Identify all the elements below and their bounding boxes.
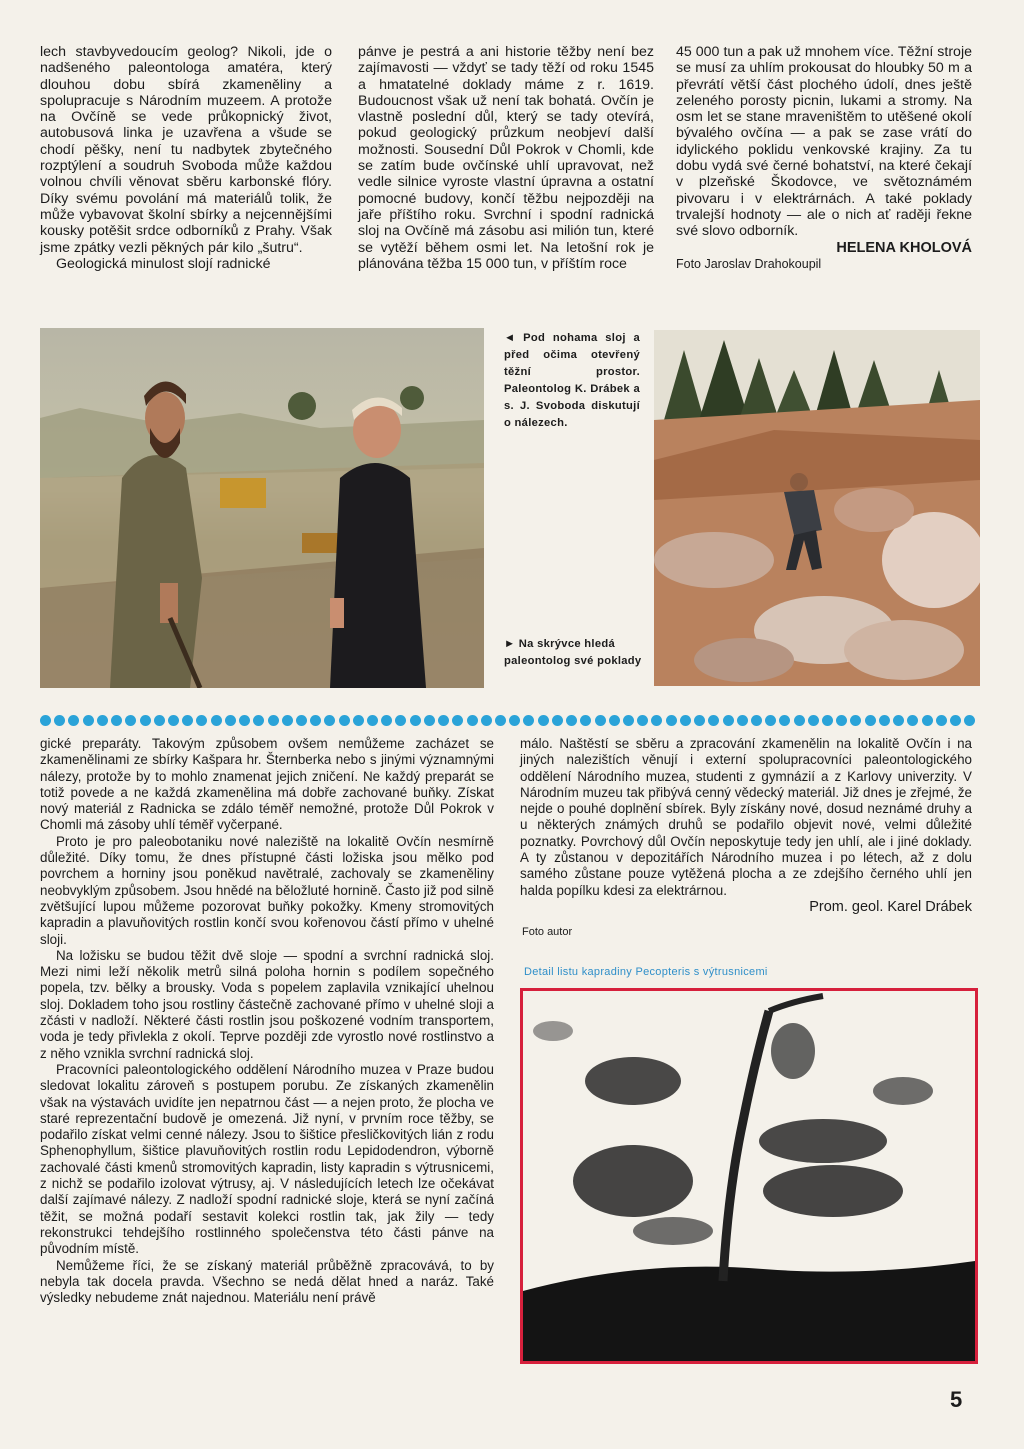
article-signature: HELENA KHOLOVÁ [836,239,972,256]
separator-dot [651,715,662,726]
separator-dot [794,715,805,726]
separator-dot [353,715,364,726]
photo-excavation-image [654,330,980,686]
separator-dot [268,715,279,726]
separator-dot [779,715,790,726]
separator-dot [950,715,961,726]
separator-dot [666,715,677,726]
separator-dot [239,715,250,726]
right-photo-caption: ► Na skrývce hledá paleontolog své poklady [504,638,642,667]
fern-fossil-drawing [523,991,975,1361]
separator-dot [452,715,463,726]
separator-dot [595,715,606,726]
bottom-column-2 [520,736,972,915]
photo-paleontologists-image [40,328,484,688]
paragraph: Proto je pro paleobotaniku nové naleziště na lokalitě Ovčín nesmírně důležité. Díky tomu, že dnes přístupné části ložiska jsou mělko pod povrchem a horniny jsou poněkud navětralé, zachovaly se zkameněliny neobvyklým způsobem. Jsou hnědé na běložluté hornině. Často již pod silně zvětšující lupou můžeme pozorovat buňky pokožky. Kmeny stromovitých kapradin a plavuňovitých rostlin končí svou kořenovou částí přímo v uhelné sloji. [40,833,494,947]
paragraph: málo. Naštěstí se sběru a zpracování zkamenělin na lokalitě Ovčín i na jiných nalezištích věnují i externí spolupracovníci paleontologického oddělení Národního muzea, studenti z gymnázií a z Karlovy univerzity. V Národním muzeu tak přibývá cenný vědecký materiál. Již dnes je zřejmé, že nejde o pouhé doplnění sbírek. Byly získány nové, dosud neznámé druhy a u některých známých druhů se podařilo objevit nové, velmi důležité poznatky. Povrchový důl Ovčín neposkytuje tedy jen uhlí, ale i jiné doklady. A ty zůstanou v depozitářích Národního muzea i po létech, až z dolu samého zůstane pouze vytěžená plocha a ze zdejšího černého uhlí jen halda popílku kdesi za elektrárnou. [520,736,972,898]
separator-dot [907,715,918,726]
photo-credit: Foto Jaroslav Drahokoupil [676,256,822,271]
separator-dot [481,715,492,726]
separator-dot [154,715,165,726]
separator-dot [708,715,719,726]
dotted-separator [40,712,976,728]
separator-dot [637,715,648,726]
separator-dot [395,715,406,726]
separator-dot [140,715,151,726]
separator-dot [723,715,734,726]
separator-dot [623,715,634,726]
separator-dot [324,715,335,726]
page-number: 5 [950,1387,963,1412]
top-column-3 [676,44,972,272]
paragraph: gické preparáty. Takovým způsobem ovšem nemůžeme zacházet se zkamenělinami ze sbírky Kašpara hr. Šternberka nebo s jinými významnými nálezy, protože by to mohlo znamenat jejich zničení. Ne každý preparát se totiž povede a ne každá zkamenělina má dobře zachované buňky. Získat nový materiál z Radnicka se zdálo téměř nemožné, protože Důl Pokrok v Chomli má zásoby uhlí téměř vyčerpané. [40,736,494,833]
paragraph: Pracovníci paleontologického oddělení Národního muzea v Praze budou sledovat lokalitu zároveň s postupem porubu. Ze získaných zkamenělin však na výstavách uvidíte jen nepatrnou část — a nejen proto, že plocha ve staré reprezentační budově je omezená. Již nyní, v prvním roce těžby, se podařilo získat velmi cenné nálezy. Jsou to šištice přesličkovitých lián z rodu Sphenophyllum, šištice plavuňovitých rostlin rodu Lepidodendron, výborně zachovalé části kmenů stromovitých kapradin, listy kapradin s výtrusnicemi, z nichž se podařilo izolovat výtrusy, aj. V následujících letech lze očekávat další zajímavé nálezy. Z nadloží spodní radnické sloje, která se nyní začíná těžit, se možná podaří sestavit kolekci rostlin tak, jak žily — tedy rekonstrukci tehdejšího rostlinného společenstva této části pánve na původním místě. [40,1061,494,1257]
separator-dot [54,715,65,726]
separator-dot [182,715,193,726]
separator-dot [168,715,179,726]
separator-dot [922,715,933,726]
separator-dot [836,715,847,726]
separator-dot [850,715,861,726]
separator-dot [538,715,549,726]
separator-dot [523,715,534,726]
separator-dot [424,715,435,726]
separator-dot [680,715,691,726]
separator-dot [467,715,478,726]
separator-dot [410,715,421,726]
separator-dot [381,715,392,726]
paragraph: lech stavbyvedoucím geolog? Nikoli, jde o nadšeného paleontologa amatéra, který dlouhou dobu sbírá zkameněliny a spolupracuje s Národním muzeem. A protože na Ovčíně se vede průkopnický život, autobusová linka je uzavřena a všude se chodí pěšky, není tu nadbytek zbytečného rozptýlení a soudruh Svoboda může každou volnou chvíli věnovat sběru karbonské flóry. Díky svému povolání má materiálů tolik, že může vybavovat školní sbírky a nejcennějšími kousky potěšit srdce odborníků z Prahy. Však jsme zpátky vezli pěkných pár kilo „šutru“. [40,44,332,256]
fern-caption: Detail listu kapradiny Pecopteris s výtrusnicemi [524,966,768,978]
separator-dot [125,715,136,726]
separator-dot [737,715,748,726]
separator-dot [339,715,350,726]
separator-dot [580,715,591,726]
separator-dot [438,715,449,726]
separator-dot [211,715,222,726]
photo-paleontologists [40,328,484,688]
separator-dot [367,715,378,726]
separator-dot [40,715,51,726]
separator-dot [822,715,833,726]
photo-credit-author: Foto autor [522,926,573,938]
separator-dot [83,715,94,726]
separator-dot [751,715,762,726]
left-photo-caption: ◄ Pod nohama sloj a před očima otevřený těžní prostor. Paleontolog K. Drábek a s. J. Svoboda diskutují o nálezech. [504,332,640,429]
separator-dot [808,715,819,726]
separator-dot [609,715,620,726]
separator-dot [111,715,122,726]
bottom-column-1 [40,736,494,1306]
top-column-2 [358,44,654,272]
fern-fossil-image [520,988,978,1364]
separator-dot [296,715,307,726]
top-column-1 [40,44,332,272]
separator-dot [495,715,506,726]
separator-dot [964,715,975,726]
paragraph: Nemůžeme říci, že se získaný materiál průběžně zpracovává, to by nebyla tak docela pravda. Všechno se nedá dělat hned a naráz. Také výsledky nebudeme znát najednou. Materiálu není právě [40,1257,494,1306]
paragraph: Geologická minulost slojí radnické [56,255,271,272]
paragraph: pánve je pestrá a ani historie těžby není bez zajímavosti — vždyť se tady těží od roku 1545 a hmatatelné doklady máme z r. 1619. Budoucnost však už není tak bohatá. Ovčín je vlastně poslední důl, který se tady otevírá, pokud geologický průzkum neobjeví další možnosti. Sousední Důl Pokrok v Chomli, kde se zatím bude ovčínské uhlí upravovat, než vedle silnice vyroste vlastní úpravna a ostatní pomocné budovy, končí těžbu nejpozději na jaře příštího roku. Svrchní i spodní radnická sloj na Ovčíně má zásobu asi milión tun, které se vytěží během osmi let. Na letošní rok je plánována těžba 15 000 tun, v příštím roce [358,44,654,272]
article-author: Prom. geol. Karel Drábek [809,898,972,915]
separator-dot [893,715,904,726]
separator-dot [936,715,947,726]
separator-dot [765,715,776,726]
separator-dot [68,715,79,726]
paragraph: Na ložisku se budou těžit dvě sloje — spodní a svrchní radnická sloj. Mezi nimi leží několik metrů silná poloha hornin s podílem sopečného popela, tzv. bělky a brousky. Voda s popelem zaplavila vznikající uhelnou sloj. Dokladem toho jsou rostliny částečně zachované přímo v uhelné sloji a zčásti v nadloží. Některé části rostlin jsou poškozené vodním transportem, voda je tedy přivlekla z okolí. Teprve později zde vyrostlo nové rostlinstvo a z něho vznikla svrchní radnická sloj. [40,947,494,1061]
separator-dot [196,715,207,726]
separator-dot [282,715,293,726]
photo-excavation [654,330,980,686]
paragraph: 45 000 tun a pak už mnohem více. Těžní stroje se musí za uhlím prokousat do hloubky 50 m a převrátí větší část plochého údolí, dnes ještě zeleného porosty picnin, lukami a stromy. Na osm let se stane mraveništěm to utěšené okolí bývalého ovčína — a pak se zase vrátí do idylického poklidu venkovské krajiny. Za tu dobu vydá své černé bohatství, na které čekají v plzeňské Škodovce, ve světoznámém pivovaru i v elektrárnách. A také poklady trvalejší hodnoty — ale o nich ať raději řekne své slovo odborník. [676,44,972,240]
separator-dot [310,715,321,726]
separator-dot [566,715,577,726]
separator-dot [97,715,108,726]
separator-dot [509,715,520,726]
separator-dot [879,715,890,726]
separator-dot [253,715,264,726]
separator-dot [865,715,876,726]
separator-dot [552,715,563,726]
separator-dot [694,715,705,726]
separator-dot [225,715,236,726]
